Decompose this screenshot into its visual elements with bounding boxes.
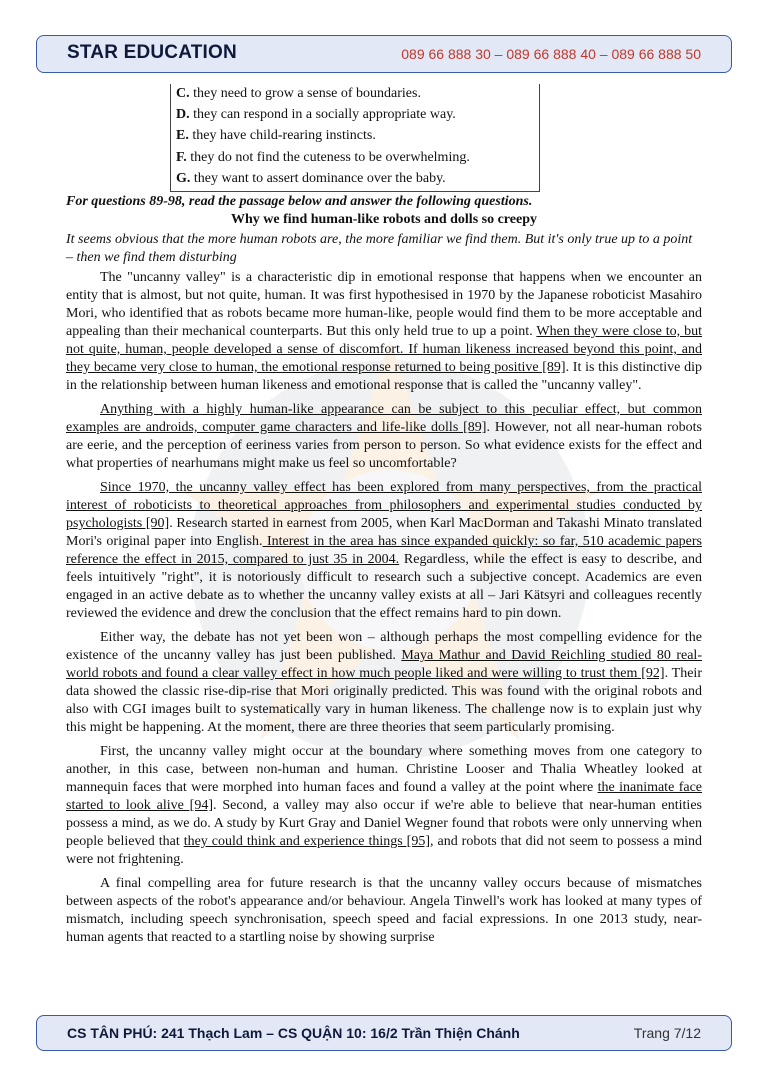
instruction: For questions 89-98, read the passage below and answer the following questions. [66, 194, 533, 209]
paragraph: The "uncanny valley" is a characteristic dip in emotional response that happens when we encounter an entity that is almost, but not quite, human. It was first hypothesised in 1970 by the Japanese roboticist Masahiro Mori, who identified that as robots became more human-like, people would find them to be more acceptable and appealing than their mechanical counterparts. But this only held true to up a point. When they were close to, but not quite, human, people developed a sense of discomfort. If human likeness increased beyond this point, and they became very close to human, the emotional response returned to being positive [89]. It is this distinctive dip in the relationship between human likeness and emotional response that is called the "uncanny valley". [66, 270, 702, 393]
paragraph: Anything with a highly human-like appearance can be subject to this peculiar effect, but common examples are androids, computer game characters and life-like dolls [89]. However, not all near-human robots are eerie, and the perception of eeriness varies from person to person. So what evidence exists for the effect and what properties of nearhumans might make us feel so uncomfortable? [66, 402, 702, 471]
phone-numbers: 089 66 888 30 – 089 66 888 40 – 089 66 888 50 [401, 46, 701, 62]
option-f: F. they do not find the cuteness to be overwhelming. [176, 150, 470, 165]
paragraph: Since 1970, the uncanny valley effect has been explored from many perspectives, from the practical interest of roboticists to theoretical approaches from philosophers and experimental studies conducted by psychologists [90]. Research started in earnest from 2005, when Karl MacDorman and Takashi Minato translated Mori's original paper into English. Interest in the area has since expanded quickly: so far, 510 academic papers reference the effect in 2015, compared to just 35 in 2004. Regardless, while the effect is easy to describe, and feels intuitively "right", it is notoriously difficult to research such a subjective concept. Academics are even engaged in an active debate as to whether the uncanny valley exists at all – Jari Kätsyri and colleagues recently reviewed the evidence and drew the conclusion that the effect remains hard to pin down. [66, 480, 702, 621]
paragraph: Either way, the debate has not yet been won – although perhaps the most compelling evidence for the existence of the uncanny valley has just been published. Maya Mathur and David Reichling studied 80 real-world robots and found a clear valley effect in how much people liked and were willing to trust them [92]. Their data showed the classic rise-dip-rise that Mori originally predicted. This was found with the original robots and also with CGI images built to systematically vary in human likeness. The challenge now is to explain just why this might be happening. At the moment, there are three theories that seem particularly promising. [66, 630, 702, 735]
page-footer [36, 1015, 732, 1051]
passage-lead: It seems obvious that the more human robots are, the more familiar we find them. But it's only true up to a point – then we find them disturbing [66, 232, 693, 265]
paragraph: First, the uncanny valley might occur at the boundary where something moves from one category to another, in this case, between non-human and human. Christine Looser and Thalia Wheatley looked at mannequin faces that were morphed into human faces and found a valley at the point where the inanimate face started to look alive [94]. Second, a valley may also occur if we're able to believe that near-human entities possess a mind, as we do. A study by Kurt Gray and Daniel Wegner found that robots were only unnerving when people believed that they could think and experience things [95], and robots that did not seem to possess a mind were not frightening. [66, 744, 703, 867]
options-box [170, 84, 540, 192]
passage [66, 193, 702, 953]
paragraph: A final compelling area for future research is that the uncanny valley occurs because of mismatches between aspects of the robot's appearance and/or behaviour. Angela Tinwell's work has looked at many types of mismatch, including speech synchronisation, speech speed and facial expressions. In one 2013 study, near-human agents that reacted to a startling noise by showing surprise [66, 876, 702, 945]
option-e: E. they have child-rearing instincts. [176, 128, 376, 143]
page-header [36, 35, 732, 73]
page-number: Trang 7/12 [633, 1025, 701, 1041]
passage-title: Why we find human-like robots and dolls so creepy [231, 212, 537, 227]
brand-name: STAR EDUCATION [67, 42, 237, 63]
option-c: C. they need to grow a sense of boundaries. [176, 86, 421, 101]
campus-address: CS TÂN PHÚ: 241 Thạch Lam – CS QUẬN 10: 16/2 Trần Thiện Chánh [67, 1025, 520, 1041]
option-g: G. they want to assert dominance over the baby. [176, 171, 446, 186]
option-d: D. they can respond in a socially appropriate way. [176, 107, 456, 122]
